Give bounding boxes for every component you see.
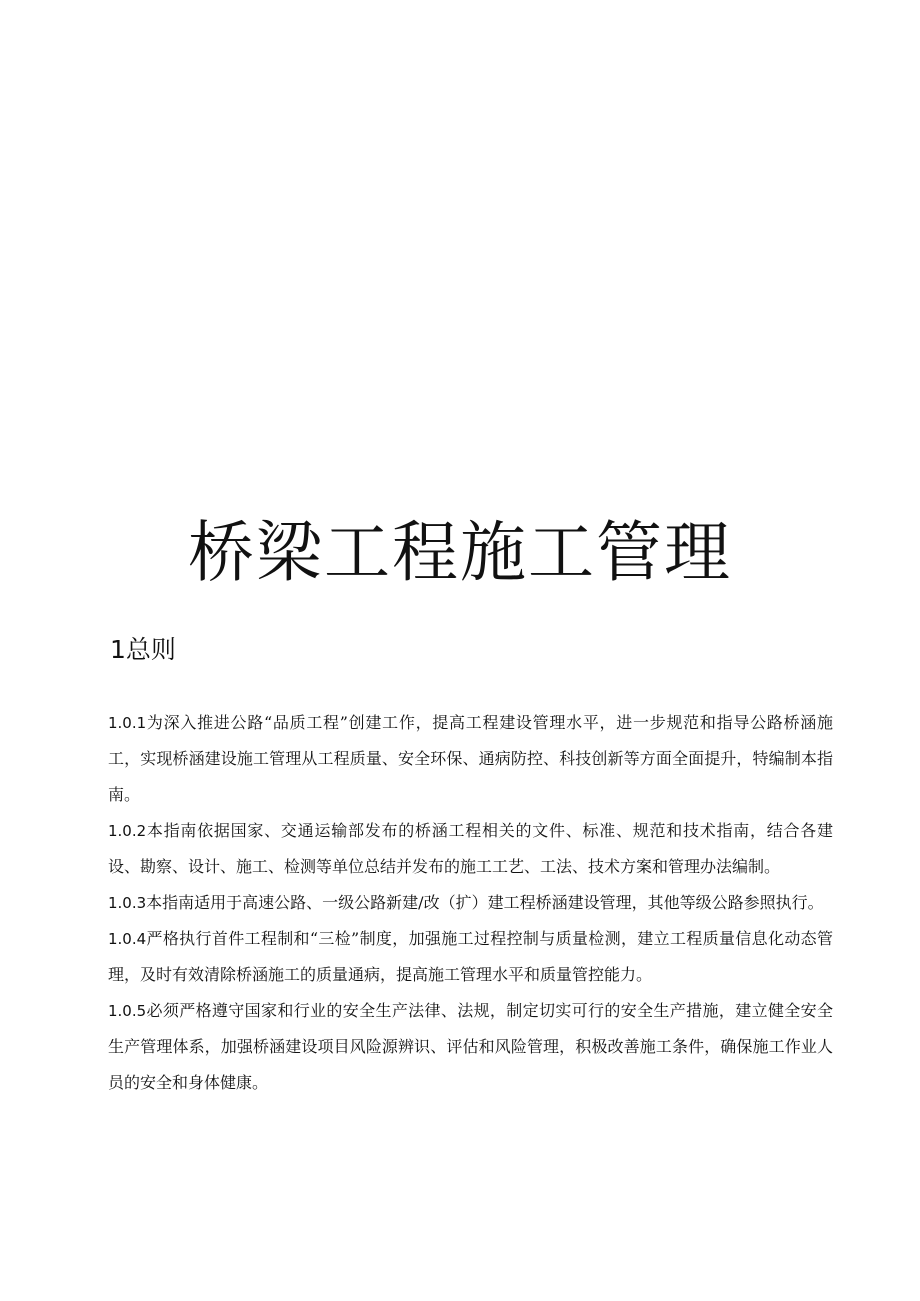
clause-text: 严格执行首件工程制和“三检”制度，加强施工过程控制与质量检测，建立工程质量信息化动态管理，及时有效清除桥涵施工的质量通病，提高施工管理水平和质量管控能力。: [108, 929, 833, 984]
clause-number: 1.0.5: [108, 1002, 147, 1020]
document-title: 桥梁工程施工管理: [188, 514, 732, 591]
clause-1-0-5: [108, 993, 833, 1101]
clause-text: 必须严格遵守国家和行业的安全生产法律、法规，制定切实可行的安全生产措施，建立健全安全生产管理体系，加强桥涵建设项目风险源辨识、评估和风险管理，积极改善施工条件，确保施工作业人员的安全和身体健康。: [108, 1001, 833, 1092]
clause-1-0-3: [108, 885, 833, 921]
clause-number: 1.0.3: [108, 894, 147, 912]
clause-1-0-4: [108, 921, 833, 993]
clause-1-0-2: [108, 813, 833, 885]
clause-text: 为深入推进公路“品质工程”创建工作，提高工程建设管理水平，进一步规范和指导公路桥涵施工，实现桥涵建设施工管理从工程质量、安全环保、通病防控、科技创新等方面全面提升，特编制本指南。: [108, 713, 833, 804]
clause-number: 1.0.4: [108, 930, 147, 948]
clause-text: 本指南适用于高速公路、一级公路新建/改（扩）建工程桥涵建设管理，其他等级公路参照执行。: [146, 893, 824, 912]
clause-1-0-1: [108, 705, 833, 813]
clause-number: 1.0.2: [108, 822, 147, 840]
section-heading: 1总则: [110, 635, 176, 664]
clause-text: 本指南依据国家、交通运输部发布的桥涵工程相关的文件、标准、规范和技术指南，结合各建设、勘察、设计、施工、检测等单位总结并发布的施工工艺、工法、技术方案和管理办法编制。: [108, 821, 833, 876]
clause-list: [108, 705, 833, 1101]
clause-number: 1.0.1: [108, 714, 147, 732]
